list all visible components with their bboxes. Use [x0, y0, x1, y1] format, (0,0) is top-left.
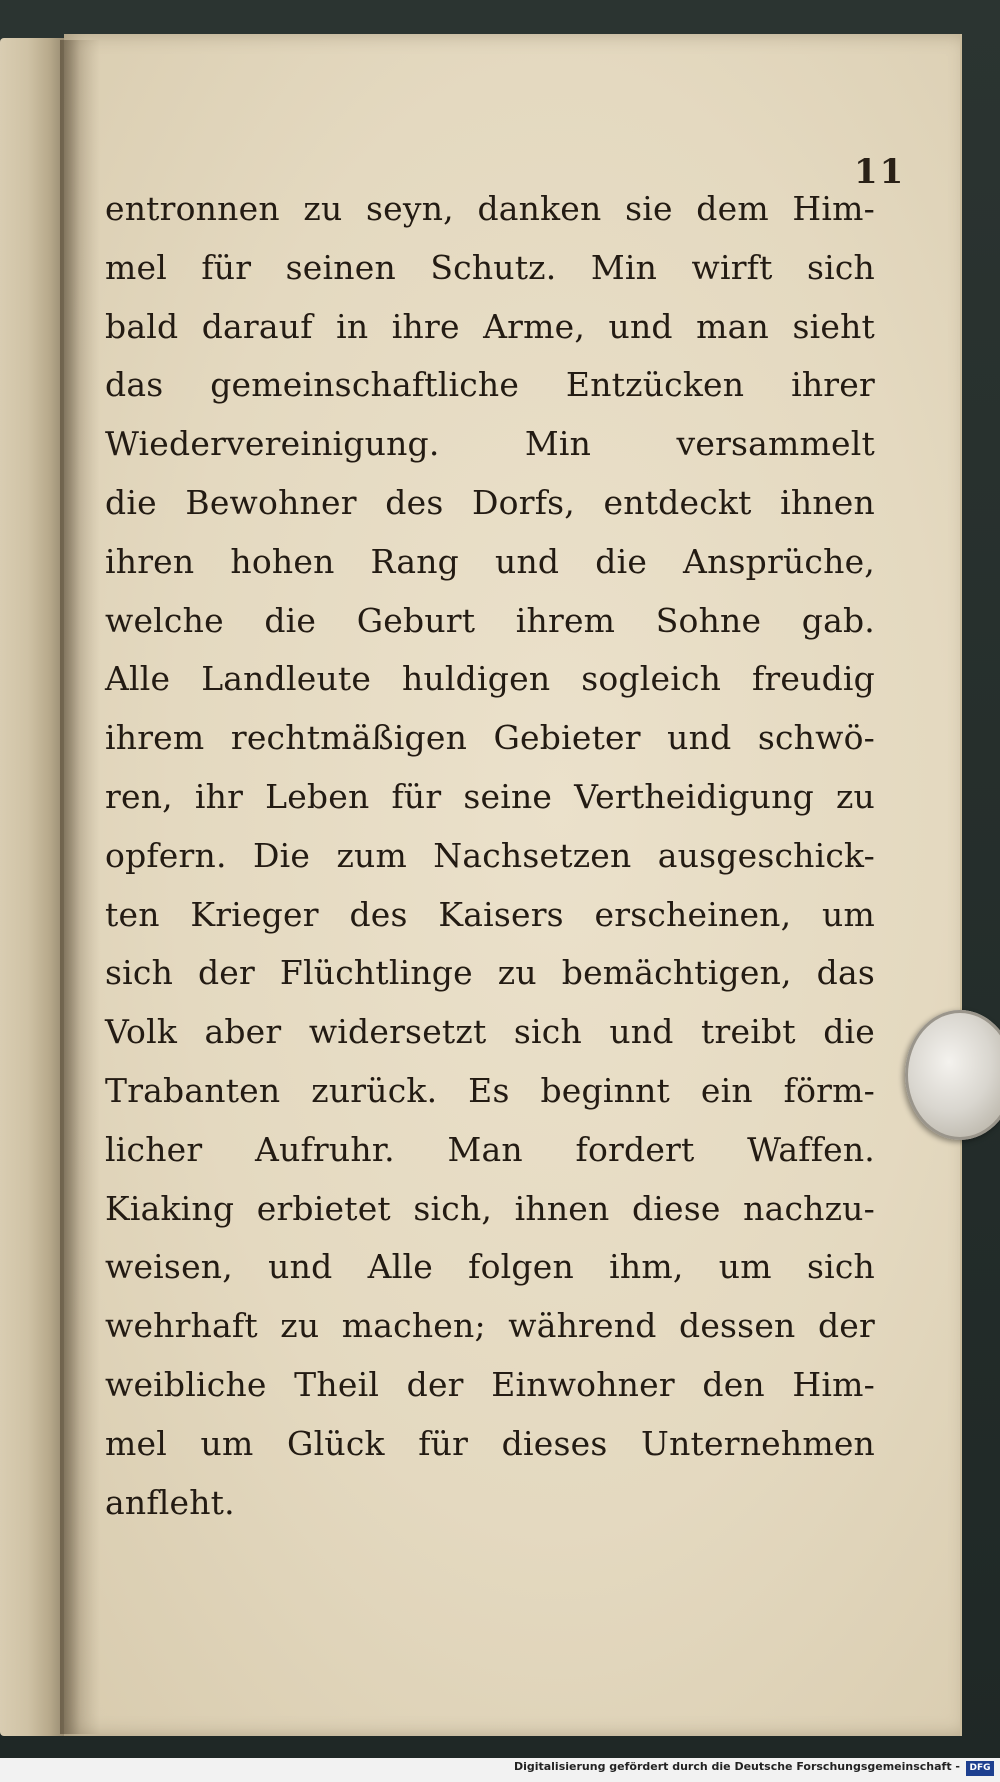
- text-line: ren, ihr Leben für seine Vertheidigung zu: [105, 776, 875, 816]
- text-line: das gemeinschaftliche Entzücken ihrer: [105, 365, 875, 405]
- text-line: die Bewohner des Dorfs, entdeckt ihnen: [105, 482, 875, 522]
- text-line: Volk aber widersetzt sich und treibt die: [105, 1012, 875, 1052]
- text-line: ihrem rechtmäßigen Gebieter und schwö-: [105, 718, 875, 758]
- gutter-shadow: [60, 40, 100, 1734]
- dfg-logo: DFG: [966, 1761, 994, 1776]
- text-line: weibliche Theil der Einwohner den Him-: [105, 1364, 875, 1404]
- text-line: mel um Glück für dieses Unternehmen: [105, 1423, 875, 1463]
- text-line: Trabanten zurück. Es beginnt ein förm-: [105, 1070, 875, 1110]
- text-line: entronnen zu seyn, danken sie dem Him-: [105, 189, 875, 228]
- text-line: wehrhaft zu machen; während dessen der: [105, 1306, 875, 1346]
- page-number: 11: [854, 152, 906, 192]
- text-line: sich der Flüchtlinge zu bemächtigen, das: [105, 953, 875, 993]
- text-line: bald darauf in ihre Arme, und man sieht: [105, 306, 875, 346]
- body-text: [105, 180, 875, 1532]
- text-line: Kiaking erbietet sich, ihnen diese nachzu-: [105, 1188, 875, 1228]
- text-line: ten Krieger des Kaisers erscheinen, um: [105, 894, 875, 934]
- text-line: opfern. Die zum Nachsetzen ausgeschick-: [105, 835, 875, 875]
- text-line: anfleht.: [105, 1482, 235, 1522]
- text-line: ihren hohen Rang und die Ansprüche,: [105, 541, 875, 581]
- text-line: weisen, und Alle folgen ihm, um sich: [105, 1247, 875, 1287]
- text-line: Alle Landleute huldigen sogleich freudig: [105, 659, 875, 699]
- text-line: licher Aufruhr. Man fordert Waffen.: [105, 1129, 875, 1169]
- funding-credit: Digitalisierung gefördert durch die Deutsche Forschungsgemeinschaft -: [513, 1760, 960, 1773]
- text-line: mel für seinen Schutz. Min wirft sich: [105, 247, 875, 287]
- text-line: Wiedervereinigung. Min versammelt: [105, 424, 875, 464]
- text-line: welche die Geburt ihrem Sohne gab.: [105, 600, 875, 640]
